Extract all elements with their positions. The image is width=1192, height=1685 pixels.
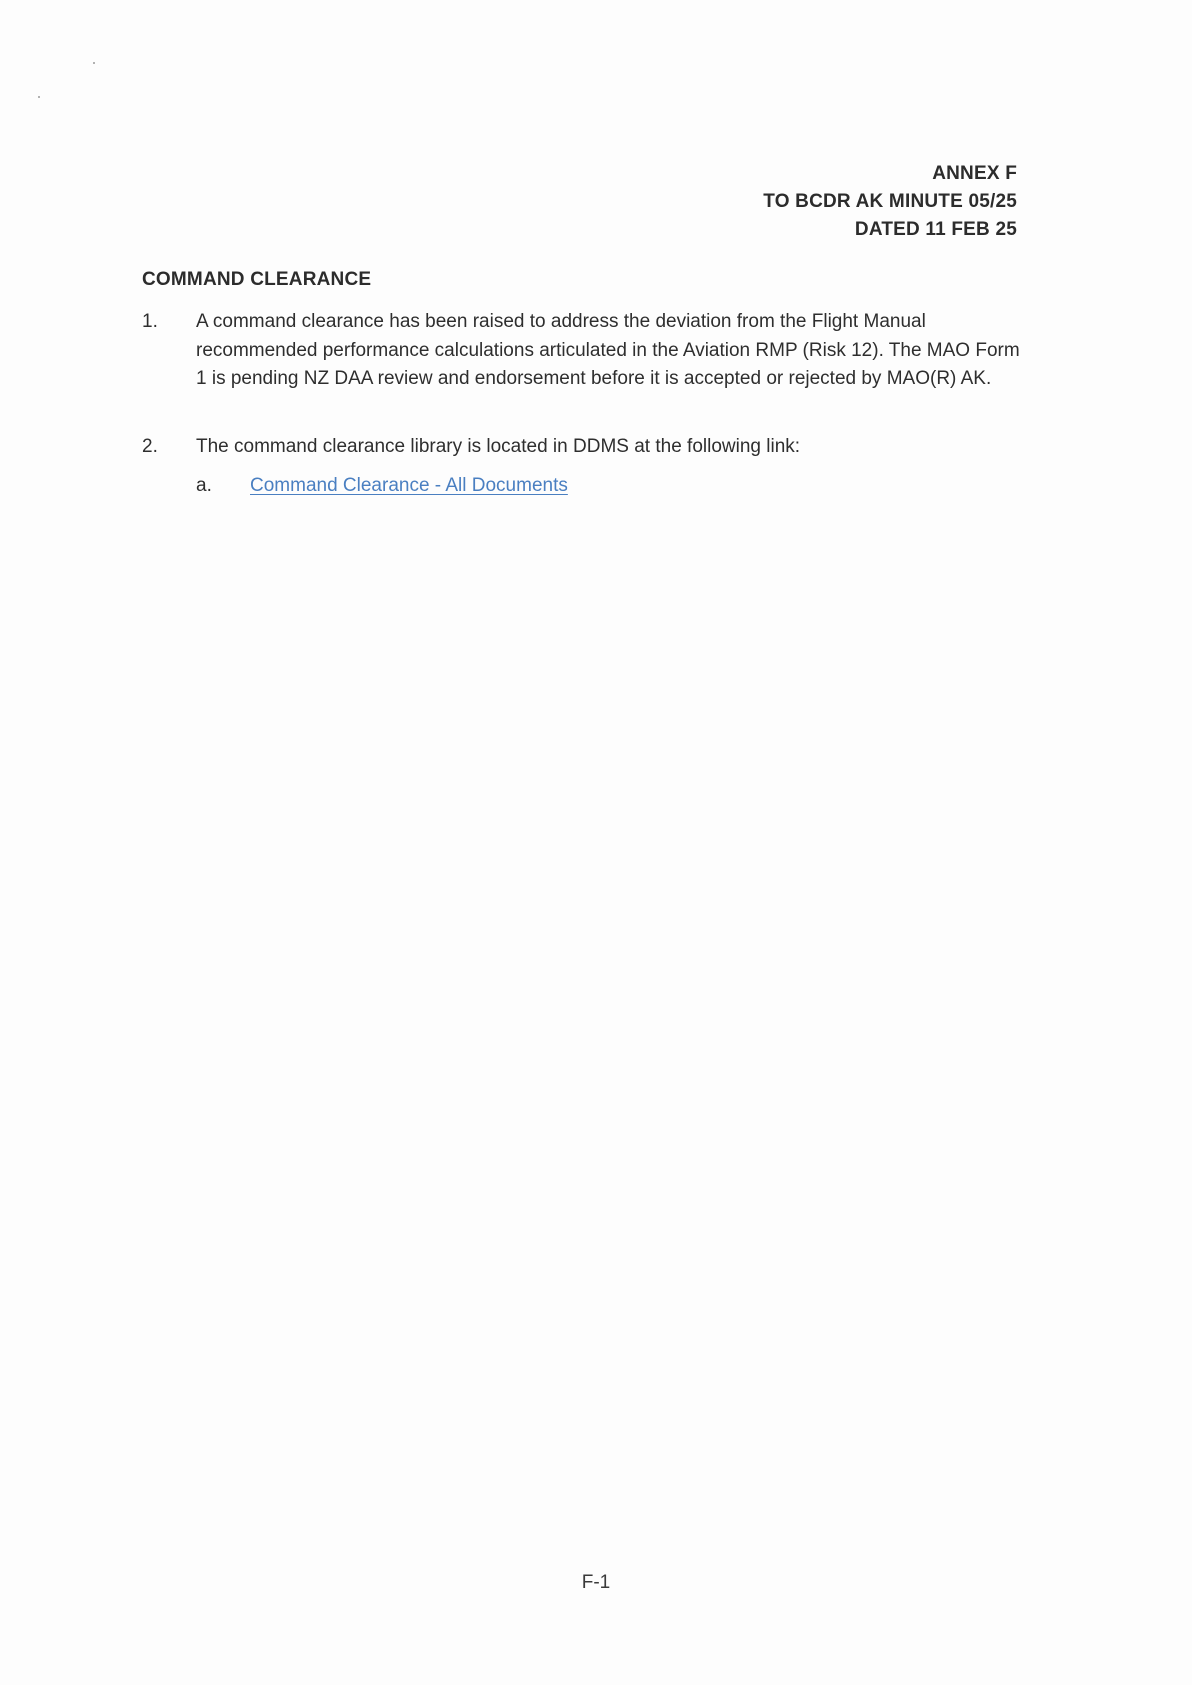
minute-reference: TO BCDR AK MINUTE 05/25 [763,191,1017,212]
paragraph-number: 2. [142,436,158,457]
page-number: F-1 [581,1572,611,1593]
subparagraph-a [196,472,568,500]
section-title: COMMAND CLEARANCE [142,269,372,290]
annex-label: ANNEX F [932,163,1017,184]
paragraph-number: 1. [142,311,158,332]
paragraph-text: The command clearance library is located in DDMS at the following link: [196,436,801,457]
subparagraph-number: a. [196,475,212,496]
paragraph-text: A command clearance has been raised to address the deviation from the Flight Manual recommended performance calculations articulated in the Aviation RMP (Risk 12). The MAO Form 1 is pending NZ DAA review and endorsement before it is accepted or rejected by MAO(R) AK. [196,311,1020,389]
paragraph-1 [142,308,1022,394]
annex-header [763,160,1017,244]
command-clearance-link[interactable]: Command Clearance - All Documents [250,475,568,496]
paragraph-2 [142,433,1022,462]
scan-speck [38,96,40,98]
scan-speck [93,62,95,64]
dated-line: DATED 11 FEB 25 [854,219,1017,240]
